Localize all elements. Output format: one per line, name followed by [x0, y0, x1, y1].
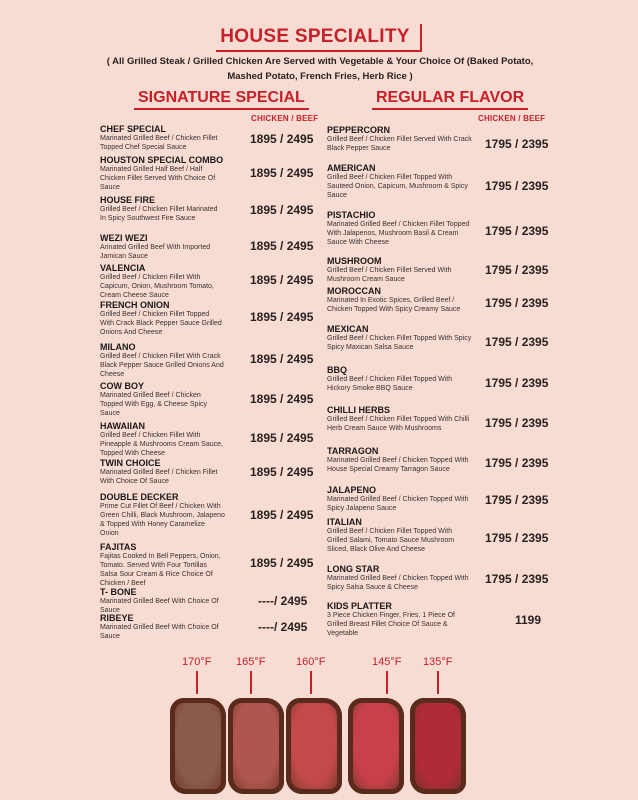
item-price: 1795 / 2395	[485, 137, 549, 151]
item-name: TWIN CHOICE	[100, 458, 161, 468]
temp-marker	[250, 671, 252, 694]
item-name: HOUSTON SPECIAL COMBO	[100, 155, 224, 165]
steak-rare	[410, 698, 466, 794]
temp-label: 135°F	[423, 656, 453, 668]
item-price: ----/ 2495	[258, 620, 308, 634]
item-price: 1895 / 2495	[250, 239, 314, 253]
signature-column-label: CHICKEN / BEEF	[251, 114, 319, 123]
item-name: T- BONE	[100, 587, 137, 597]
menu-subtitle: ( All Grilled Steak / Grilled Chicken Are Served with Vegetable & Your Choice Of (Baked Potato, Mashed Potato, French Fries, Herb Rice )	[106, 56, 534, 82]
menu-item	[100, 263, 225, 300]
temp-marker	[437, 671, 439, 694]
item-name: BBQ	[327, 365, 347, 375]
item-description: Prime Cut Fillet Of Beef / Chicken With Green Chilli, Black Mushroom, Jalapeno & Topped With Honey Caramelize Onion	[100, 503, 225, 537]
item-description: Fajitas Cooked In Bell Peppers, Onion, Tomato. Served With Four Tortillas Salsa Sour Cream & Rice Choice Of Chicken / Beef	[100, 553, 221, 587]
item-description: Grilled Beef / Chicken Fillet Topped With Sauteed Onion, Capicum, Mushroom & Spicy Sauce	[327, 174, 468, 199]
item-description: Grilled Beef / Chicken Fillet With Capicum, Onion, Mushroom Tomato, Cream Cheese Sauce	[100, 274, 214, 299]
item-name: WEZI WEZI	[100, 233, 148, 243]
item-description: Grilled Beef / Chicken Fillet Marinated In Spicy Southwest Fire Sauce	[100, 206, 218, 222]
item-description: Arinated Grilled Beef With Imported Jamican Sauce	[100, 244, 211, 260]
menu-item	[327, 286, 472, 314]
item-price: 1795 / 2395	[485, 572, 549, 586]
item-description: Grilled Beef / Chicken Fillet Topped With Grilled Salami, Tomato Sauce Mushroom Sliced, Black Olive And Cheese	[327, 528, 455, 553]
menu-item	[100, 342, 225, 379]
item-price: 1895 / 2495	[250, 203, 314, 217]
menu-item	[327, 324, 472, 352]
steak-medium-well	[228, 698, 284, 794]
temp-marker	[310, 671, 312, 694]
steak-medium	[286, 698, 342, 794]
menu-item	[100, 300, 225, 337]
temp-label: 165°F	[236, 656, 266, 668]
item-price: 1795 / 2395	[485, 263, 549, 277]
item-description: Marinated Grilled Beef / Chicken Topped With Spicy Salsa Sauce & Cheese	[327, 575, 469, 591]
item-name: VALENCIA	[100, 263, 146, 273]
item-description: Marinated Grilled Beef / Chicken Topped With Spicy Jalapeno Sauce	[327, 496, 469, 512]
item-description: Grilled Beef / Chicken Fillet Served With Crack Black Pepper Sauce	[327, 136, 472, 152]
item-description: Grilled Beef / Chicken Fillet Topped With Spicy Spicy Maxican Salsa Sauce	[327, 335, 472, 351]
temp-label: 145°F	[372, 656, 402, 668]
menu-item	[100, 233, 225, 261]
menu-item	[327, 125, 472, 153]
item-price: 1795 / 2395	[485, 179, 549, 193]
item-name: HAWAIIAN	[100, 421, 145, 431]
item-price: 1895 / 2495	[250, 310, 314, 324]
regular-flavor-heading: REGULAR FLAVOR	[372, 89, 528, 110]
item-name: JALAPENO	[327, 485, 377, 495]
menu-item	[100, 124, 225, 152]
item-name: CHILLI HERBS	[327, 405, 390, 415]
header	[0, 24, 638, 52]
menu-item	[100, 613, 225, 641]
temp-label: 170°F	[182, 656, 212, 668]
item-name: CHEF SPECIAL	[100, 124, 167, 134]
menu-item	[327, 256, 472, 284]
menu-item	[327, 365, 472, 393]
menu-item	[327, 485, 472, 513]
item-description: Marinated Grilled Beef / Chicken Fillet Topped With Jalapenos, Mushroom Basil & Cream Sauce With Cheese	[327, 221, 470, 246]
item-description: Marinated Grilled Half Beef / Half Chicken Fillet Served With Choice Of Sauce	[100, 166, 216, 191]
item-price: 1895 / 2495	[250, 431, 314, 445]
steak-doneness-image	[170, 694, 470, 798]
item-description: Marinated In Exotic Spices, Grilled Beef / Chicken Topped With Spicy Creamy Sauce	[327, 297, 461, 313]
menu-item	[100, 492, 225, 538]
item-description: Marinated Grilled Beef / Chicken Topped With House Special Creamy Tarragon Sauce	[327, 457, 469, 473]
item-price: 1895 / 2495	[250, 273, 314, 287]
item-price: 1895 / 2495	[250, 166, 314, 180]
item-name: FRENCH ONION	[100, 300, 170, 310]
item-price: 1795 / 2395	[485, 335, 549, 349]
menu-item	[100, 587, 225, 615]
item-name: COW BOY	[100, 381, 144, 391]
menu-item	[100, 155, 225, 192]
item-price: 1795 / 2395	[485, 296, 549, 310]
temp-label: 160°F	[296, 656, 326, 668]
menu-item	[327, 517, 472, 554]
item-name: PISTACHIO	[327, 210, 376, 220]
item-price: 1199	[515, 613, 542, 627]
item-price: 1895 / 2495	[250, 508, 314, 522]
menu-item	[327, 210, 472, 247]
item-description: Grilled Beef / Chicken Fillet Served With Mushroom Cream Sauce	[327, 267, 452, 283]
menu-item	[327, 446, 472, 474]
item-description: Marinated Grilled Beef / Chicken Topped With Egg, & Cheese Spicy Sauce	[100, 392, 208, 417]
item-name: DOUBLE DECKER	[100, 492, 179, 502]
doneness-temperatures	[0, 656, 638, 696]
menu-item	[327, 601, 472, 638]
item-name: MUSHROOM	[327, 256, 382, 266]
item-name: MEXICAN	[327, 324, 369, 334]
item-price: 1795 / 2395	[485, 416, 549, 430]
item-price: 1795 / 2395	[485, 531, 549, 545]
item-name: RIBEYE	[100, 613, 134, 623]
page-title: HOUSE SPECIALITY	[216, 24, 422, 52]
item-name: ITALIAN	[327, 517, 362, 527]
item-price: 1795 / 2395	[485, 224, 549, 238]
menu-item	[327, 405, 472, 433]
item-name: MOROCCAN	[327, 286, 381, 296]
item-name: AMERICAN	[327, 163, 376, 173]
item-description: Grilled Beef / Chicken Fillet Topped With Crack Black Pepper Sauce Grilled Onions And Cheese	[100, 311, 222, 336]
menu-item	[100, 458, 225, 486]
item-description: Grilled Beef / Chicken Fillet With Pineapple & Mushrooms Cream Sauce, Topped With Cheese	[100, 432, 223, 457]
item-price: 1895 / 2495	[250, 556, 314, 570]
item-description: Grilled Beef / Chicken Fillet With Crack Black Pepper Sauce Grilled Onions And Cheese	[100, 353, 224, 378]
item-price: 1895 / 2495	[250, 392, 314, 406]
item-name: LONG STAR	[327, 564, 380, 574]
item-price: 1895 / 2495	[250, 132, 314, 146]
item-name: MILANO	[100, 342, 136, 352]
item-price: 1895 / 2495	[250, 352, 314, 366]
menu-item	[100, 195, 225, 223]
item-price: 1795 / 2395	[485, 376, 549, 390]
item-price: ----/ 2495	[258, 594, 308, 608]
item-price: 1795 / 2395	[485, 456, 549, 470]
item-name: TARRAGON	[327, 446, 379, 456]
item-name: FAJITAS	[100, 542, 137, 552]
regular-column-label: CHICKEN / BEEF	[478, 114, 546, 123]
menu-item	[100, 421, 225, 458]
item-description: Marinated Grilled Beef / Chicken Fillet Topped Chef Special Sauce	[100, 135, 218, 151]
menu-item	[327, 564, 472, 592]
item-name: KIDS PLATTER	[327, 601, 392, 611]
menu-item	[100, 381, 225, 418]
item-description: Grilled Beef / Chicken Fillet Topped With Hickory Smoke BBQ Sauce	[327, 376, 453, 392]
temp-marker	[386, 671, 388, 694]
steak-well-done	[170, 698, 226, 794]
menu-item	[327, 163, 472, 200]
item-description: Marinated Grilled Beef With Choice Of Sauce	[100, 598, 219, 614]
menu-item	[100, 542, 225, 588]
item-description: Marinated Grilled Beef / Chicken Fillet With Choice Of Sauce	[100, 469, 218, 485]
item-description: Marinated Grilled Beef With Choice Of Sauce	[100, 624, 219, 640]
item-description: Grilled Beef / Chicken Fillet Topped With Chilli Herb Cream Sauce With Mushrooms	[327, 416, 470, 432]
steak-medium-rare	[348, 698, 404, 794]
item-name: HOUSE FIRE	[100, 195, 156, 205]
item-name: PEPPERCORN	[327, 125, 391, 135]
item-price: 1895 / 2495	[250, 465, 314, 479]
item-price: 1795 / 2395	[485, 493, 549, 507]
temp-marker	[196, 671, 198, 694]
signature-special-heading: SIGNATURE SPECIAL	[134, 89, 309, 110]
item-description: 3 Piece Chicken Finger, Fries, 1 Piece Of Grilled Breast Fillet Choice Of Sauce & Vegetable	[327, 612, 455, 637]
